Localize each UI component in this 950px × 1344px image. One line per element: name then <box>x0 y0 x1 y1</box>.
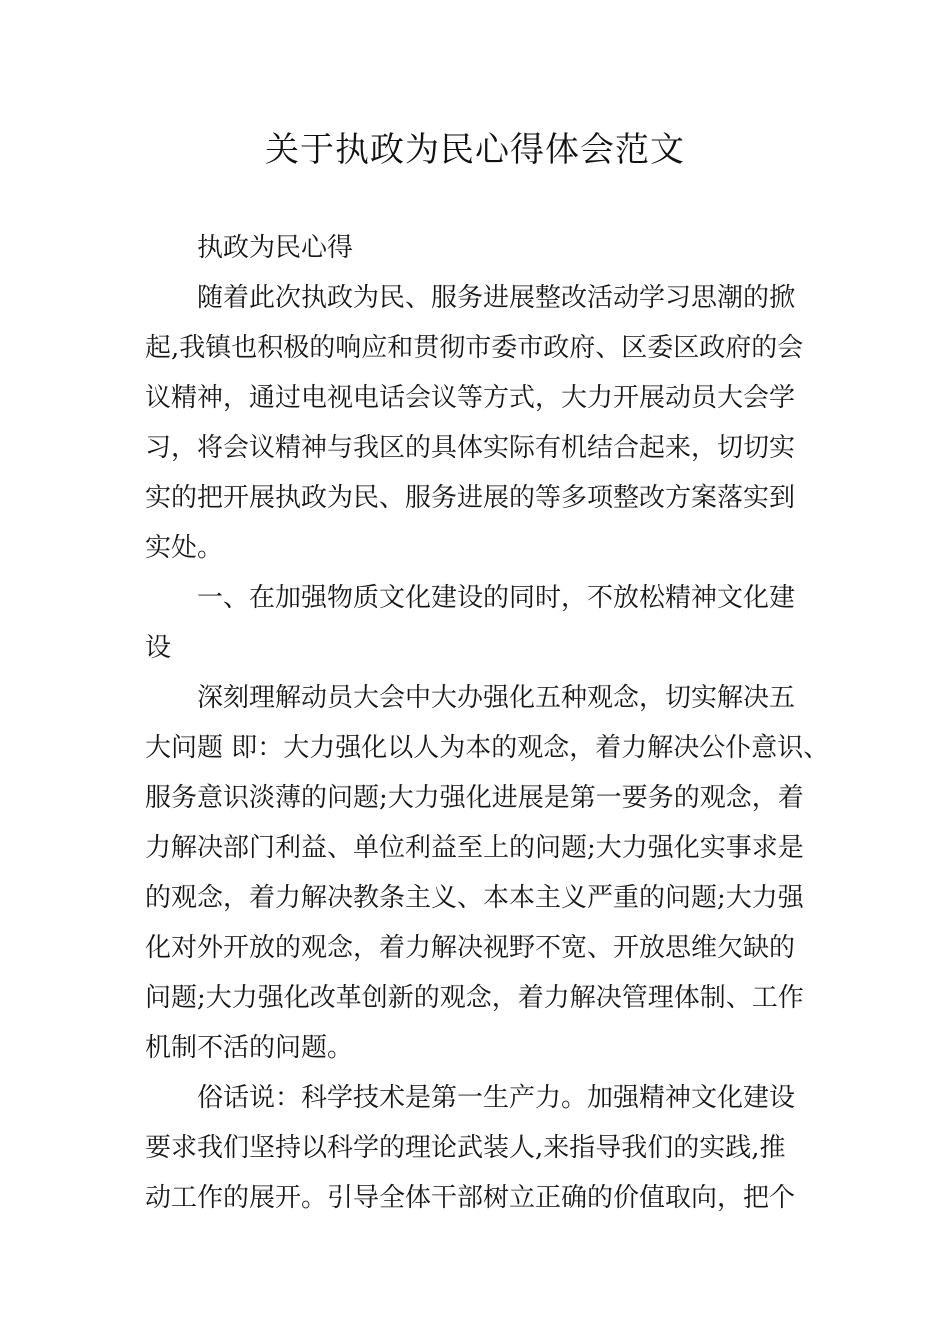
paragraph-line: 的观念，着力解决教条主义、本本主义严重的问题;大力强 <box>145 883 804 913</box>
paragraph-line: 实处。 <box>145 533 224 563</box>
paragraph-line: 问题;大力强化改革创新的观念，着力解决管理体制、工作 <box>145 983 804 1013</box>
paragraph-line: 俗话说：科学技术是第一生产力。加强精神文化建设 <box>197 1083 796 1113</box>
paragraph-line: 化对外开放的观念，着力解决视野不宽、开放思维欠缺的 <box>145 933 796 963</box>
paragraph-line: 实的把开展执政为民、服务进展的等多项整改方案落实到 <box>145 483 796 513</box>
paragraph-line: 要求我们坚持以科学的理论武装人,来指导我们的实践,推 <box>145 1133 786 1163</box>
document-title: 关于执政为民心得体会范文 <box>265 130 685 170</box>
paragraph-heading: 执政为民心得 <box>197 233 354 263</box>
paragraph-line: 深刻理解动员大会中大办强化五种观念，切实解决五 <box>197 683 796 713</box>
paragraph-line: 议精神，通过电视电话会议等方式，大力开展动员大会学 <box>145 383 796 413</box>
paragraph-line: 起,我镇也积极的响应和贯彻市委市政府、区委区政府的会 <box>145 333 804 363</box>
paragraph-line: 服务意识淡薄的问题;大力强化进展是第一要务的观念，着 <box>145 783 804 813</box>
paragraph-line: 随着此次执政为民、服务进展整改活动学习思潮的掀 <box>197 283 796 313</box>
paragraph-line: 大问题 即：大力强化以人为本的观念，着力解决公仆意识、 <box>145 733 830 763</box>
section-heading: 设 <box>145 633 172 663</box>
paragraph-line: 动工作的展开。引导全体干部树立正确的价值取向，把个 <box>145 1183 796 1213</box>
paragraph-line: 习，将会议精神与我区的具体实际有机结合起来，切切实 <box>145 433 796 463</box>
section-heading: 一、在加强物质文化建设的同时，不放松精神文化建 <box>197 583 796 613</box>
paragraph-line: 力解决部门利益、单位利益至上的问题;大力强化实事求是 <box>145 833 804 863</box>
paragraph-line: 机制不活的问题。 <box>145 1033 354 1063</box>
